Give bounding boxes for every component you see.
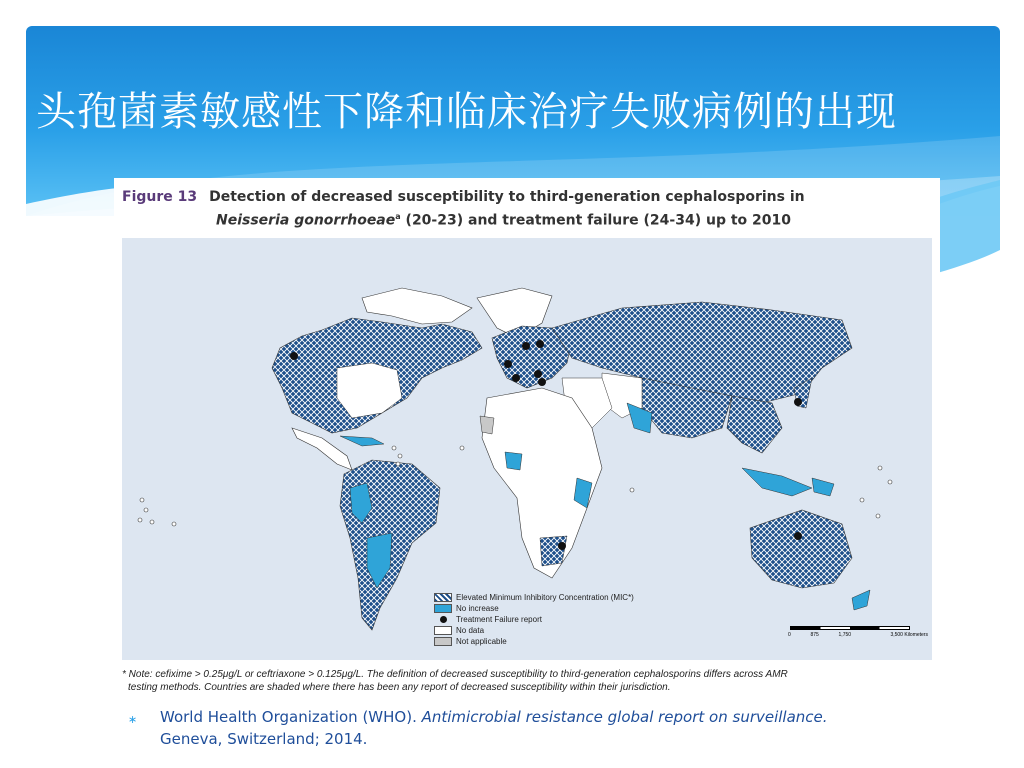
- figure-heading-line1: Detection of decreased susceptibility to third-generation cephalosporins in: [209, 189, 805, 205]
- note-line-1: * Note: cefixime > 0.25μg/L or ceftriaxone > 0.125μg/L. The definition of decreased susceptibility to third-generation cephalosporins differs across AMR: [122, 669, 788, 680]
- legend-label: No increase: [456, 604, 499, 613]
- map-legend: [434, 592, 634, 647]
- scale-label: 0: [788, 632, 791, 638]
- grey-swatch-icon: [434, 637, 452, 646]
- legend-no-data: [434, 625, 634, 636]
- legend-label: Elevated Minimum Inhibitory Concentration (MIC*): [456, 593, 634, 602]
- scale-label: 1,750: [838, 632, 852, 638]
- scale-labels: [788, 632, 928, 638]
- white-swatch-icon: [434, 626, 452, 635]
- bullet-icon: ∗: [128, 713, 138, 726]
- figure-species-sup: a: [395, 212, 401, 221]
- legend-no-increase: [434, 603, 634, 614]
- scale-bar-graphic: [790, 626, 910, 630]
- decorative-wave: [930, 180, 1000, 280]
- legend-label: Not applicable: [456, 637, 507, 646]
- figure-heading: [122, 188, 805, 229]
- blue-swatch-icon: [434, 604, 452, 613]
- scale-label: 875: [810, 632, 819, 638]
- note-line-2: testing methods. Countries are shaded where there has been any report of decreased susceptibility within their jurisdiction.: [128, 682, 671, 693]
- reference-publisher: Geneva, Switzerland; 2014.: [160, 730, 368, 748]
- reference-text: [160, 706, 930, 750]
- legend-not-applicable: [434, 636, 634, 647]
- figure-label: Figure 13: [122, 189, 198, 205]
- slide-title: 头孢菌素敏感性下降和临床治疗失败病例的出现: [36, 89, 897, 135]
- legend-label: Treatment Failure report: [456, 615, 542, 624]
- scale-label: 3,500 Kilometers: [890, 632, 928, 638]
- figure-note: [122, 668, 942, 694]
- dot-icon: [434, 615, 452, 624]
- figure-heading-refs: (20-23) and treatment failure (24-34) up to 2010: [400, 212, 791, 229]
- figure-species: Neisseria gonorrhoeae: [216, 212, 396, 229]
- legend-treatment-failure: [434, 614, 634, 625]
- legend-elevated-mic: [434, 592, 634, 603]
- reference-author: World Health Organization (WHO).: [160, 708, 422, 726]
- hatch-swatch-icon: [434, 593, 452, 602]
- scale-bar: [788, 626, 928, 646]
- legend-label: No data: [456, 626, 485, 635]
- reference-title: Antimicrobial resistance global report on surveillance.: [421, 708, 828, 726]
